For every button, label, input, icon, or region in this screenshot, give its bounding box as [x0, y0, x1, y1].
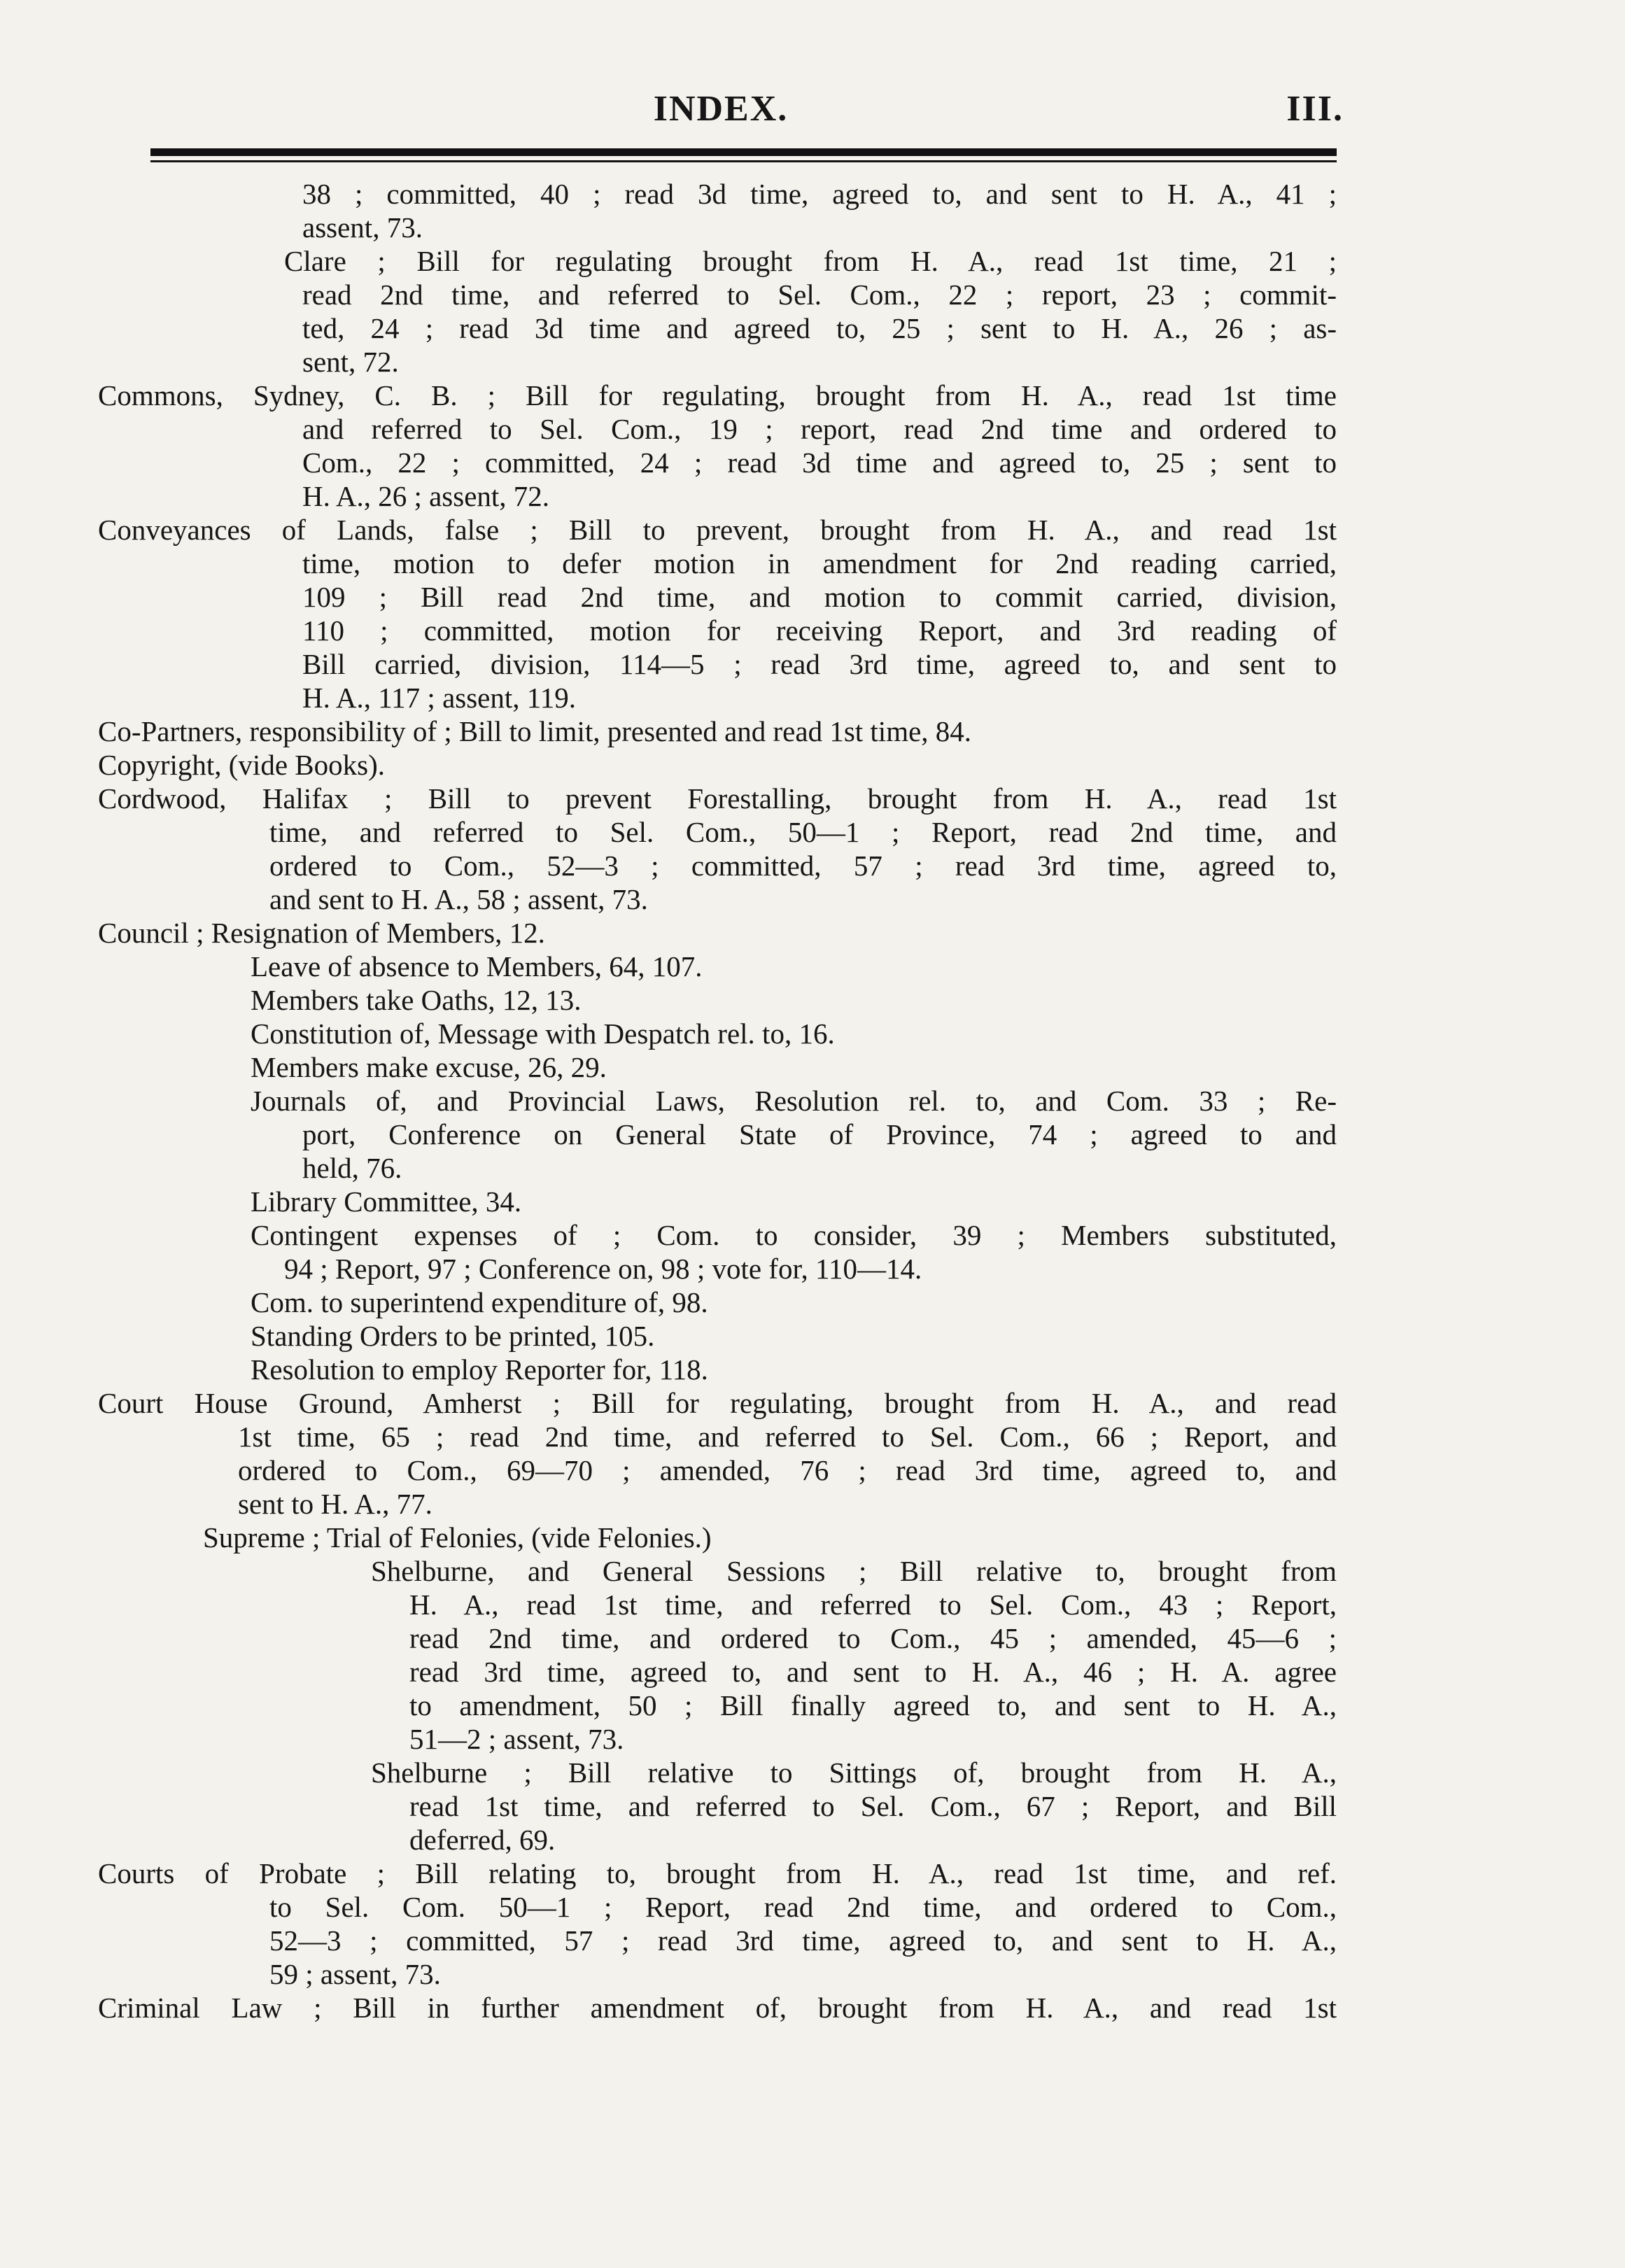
index-line: 52—3 ; committed, 57 ; read 3rd time, agreed to, and sent to H. A.,: [269, 1924, 1337, 1957]
index-line: 38 ; committed, 40 ; read 3d time, agreed to, and sent to H. A., 41 ;: [302, 178, 1337, 210]
index-line: Courts of Probate ; Bill relating to, brought from H. A., read 1st time, and ref.: [98, 1857, 1337, 1889]
index-line: Conveyances of Lands, false ; Bill to prevent, brought from H. A., and read 1st: [98, 514, 1337, 546]
index-line: ordered to Com., 69—70 ; amended, 76 ; read 3rd time, agreed to, and: [238, 1454, 1337, 1486]
index-line: Contingent expenses of ; Com. to consider, 39 ; Members substituted,: [251, 1219, 1337, 1251]
index-line: 59 ; assent, 73.: [269, 1958, 441, 1990]
index-line: Library Committee, 34.: [251, 1185, 522, 1218]
index-line: Bill carried, division, 114—5 ; read 3rd time, agreed to, and sent to: [302, 648, 1337, 680]
index-line: Shelburne, and General Sessions ; Bill relative to, brought from: [371, 1555, 1337, 1587]
index-line: 110 ; committed, motion for receiving Report, and 3rd reading of: [302, 614, 1337, 647]
index-line: to amendment, 50 ; Bill finally agreed to, and sent to H. A.,: [409, 1689, 1337, 1721]
header-rule-thick: [150, 148, 1337, 156]
index-line: Journals of, and Provincial Laws, Resolution rel. to, and Com. 33 ; Re-: [251, 1085, 1337, 1117]
index-line: and sent to H. A., 58 ; assent, 73.: [269, 883, 648, 915]
index-line: H. A., 26 ; assent, 72.: [302, 480, 550, 512]
index-line: and referred to Sel. Com., 19 ; report, read 2nd time and ordered to: [302, 413, 1337, 445]
index-line: H. A., 117 ; assent, 119.: [302, 682, 577, 714]
index-line: 94 ; Report, 97 ; Conference on, 98 ; vote for, 110—14.: [284, 1253, 922, 1285]
index-line: time, motion to defer motion in amendment for 2nd reading carried,: [302, 547, 1337, 579]
index-line: Standing Orders to be printed, 105.: [251, 1320, 655, 1352]
index-line: Clare ; Bill for regulating brought from H. A., read 1st time, 21 ;: [284, 245, 1337, 277]
index-line: Cordwood, Halifax ; Bill to prevent Forestalling, brought from H. A., read 1st: [98, 782, 1337, 815]
index-line: to Sel. Com. 50—1 ; Report, read 2nd time, and ordered to Com.,: [269, 1891, 1337, 1923]
index-line: assent, 73.: [302, 211, 423, 244]
header-rule-thin: [150, 160, 1337, 162]
index-line: ordered to Com., 52—3 ; committed, 57 ; read 3rd time, agreed to,: [269, 850, 1337, 882]
index-line: 1st time, 65 ; read 2nd time, and referred to Sel. Com., 66 ; Report, and: [238, 1421, 1337, 1453]
index-line: Com. to superintend expenditure of, 98.: [251, 1286, 708, 1318]
page-title: INDEX.: [653, 89, 789, 129]
index-line: Co-Partners, responsibility of ; Bill to limit, presented and read 1st time, 84.: [98, 715, 972, 747]
index-line: Members make excuse, 26, 29.: [251, 1051, 607, 1083]
index-line: 51—2 ; assent, 73.: [409, 1723, 624, 1755]
index-line: Commons, Sydney, C. B. ; Bill for regulating, brought from H. A., read 1st time: [98, 379, 1337, 411]
index-line: Supreme ; Trial of Felonies, (vide Felonies.): [203, 1521, 712, 1554]
page-number: III.: [1286, 89, 1344, 129]
index-line: Com., 22 ; committed, 24 ; read 3d time and agreed to, 25 ; sent to: [302, 446, 1337, 479]
index-line: port, Conference on General State of Province, 74 ; agreed to and: [302, 1118, 1337, 1150]
index-line: Members take Oaths, 12, 13.: [251, 984, 582, 1016]
index-line: Resolution to employ Reporter for, 118.: [251, 1353, 708, 1386]
index-line: read 2nd time, and ordered to Com., 45 ; amended, 45—6 ;: [409, 1622, 1337, 1654]
page-header: [98, 84, 1344, 140]
index-line: Shelburne ; Bill relative to Sittings of, brought from H. A.,: [371, 1756, 1337, 1789]
index-line: sent, 72.: [302, 346, 399, 378]
index-line: deferred, 69.: [409, 1824, 556, 1856]
index-line: 109 ; Bill read 2nd time, and motion to commit carried, division,: [302, 581, 1337, 613]
index-line: read 2nd time, and referred to Sel. Com., 22 ; report, 23 ; commit-: [302, 279, 1337, 311]
index-line: Copyright, (vide Books).: [98, 749, 385, 781]
index-line: read 1st time, and referred to Sel. Com., 67 ; Report, and Bill: [409, 1790, 1337, 1822]
index-line: time, and referred to Sel. Com., 50—1 ; Report, read 2nd time, and: [269, 816, 1337, 848]
index-line: read 3rd time, agreed to, and sent to H. A., 46 ; H. A. agree: [409, 1656, 1337, 1688]
index-line: Council ; Resignation of Members, 12.: [98, 917, 545, 949]
index-line: ted, 24 ; read 3d time and agreed to, 25 ; sent to H. A., 26 ; as-: [302, 312, 1337, 344]
index-line: Court House Ground, Amherst ; Bill for regulating, brought from H. A., and read: [98, 1387, 1337, 1419]
index-line: Criminal Law ; Bill in further amendment of, brought from H. A., and read 1st: [98, 1992, 1337, 2024]
index-line: Leave of absence to Members, 64, 107.: [251, 950, 703, 982]
index-line: Constitution of, Message with Despatch rel. to, 16.: [251, 1017, 835, 1050]
index-line: sent to H. A., 77.: [238, 1488, 432, 1520]
index-line: H. A., read 1st time, and referred to Sel. Com., 43 ; Report,: [409, 1589, 1337, 1621]
index-line: held, 76.: [302, 1152, 402, 1184]
